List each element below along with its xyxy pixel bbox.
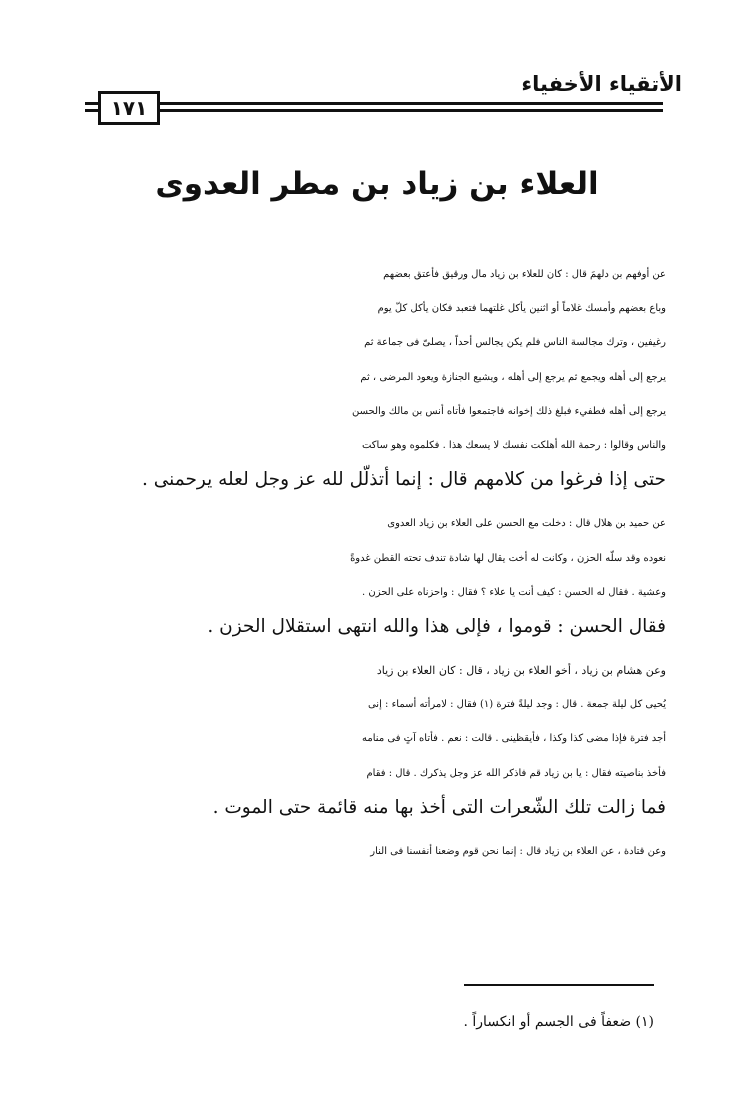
running-title: الأتقياء الأخفياء bbox=[521, 72, 682, 96]
text-line: وعن قتادة ، عن العلاء بن زياد قال : إنما نحن قوم وضعنا أنفسنا فى النار bbox=[370, 846, 666, 857]
paragraph-4 bbox=[82, 835, 666, 869]
text-line: فقال الحسن : قوموا ، فإلى هذا والله انتهى استقلال الحزن . bbox=[207, 615, 666, 637]
paragraph-3 bbox=[82, 654, 666, 825]
text-line: أجد فترة فإذا مضى كذا وكذا ، فأيقظينى . قالت : نعم . فأتاه آتٍ فى منامه bbox=[362, 733, 666, 745]
text-line: عن حميد بن هلال قال : دخلت مع الحسن على العلاء بن زياد العدوى bbox=[387, 518, 666, 530]
paragraph-1 bbox=[82, 258, 666, 497]
header-rule-bottom bbox=[85, 109, 663, 112]
text-line: نعوده وقد سلّه الحزن ، وكانت له أخت يقال لها شادة تندف تحته القطن غدوةً bbox=[350, 552, 666, 564]
text-line: وعن هشام بن زياد ، أخو العلاء بن زياد ، قال : كان العلاء بن زياد bbox=[376, 664, 666, 678]
text-line: والناس وقالوا : رحمة الله أهلكت نفسك لا يسعك هذا . فكلموه وهو ساكت bbox=[361, 439, 666, 451]
text-line: وعشية . فقال له الحسن : كيف أنت يا علاء ؟ فقال : واحزناه على الحزن . bbox=[362, 586, 666, 598]
text-line: عن أوفهم بن دلهمَ قال : كان للعلاء بن زياد مال ورقيق فأعتق بعضهم bbox=[383, 269, 666, 280]
page-number: ١٧١ bbox=[98, 91, 160, 125]
text-line: وباع بعضهم وأمسك غلاماً أو اثنين يأكل غلتهما فتعبد فكان يأكل كلّ يوم bbox=[377, 303, 666, 315]
text-line: فما زالت تلك الشّعرات التى أخذ بها منه قائمة حتى الموت . bbox=[212, 796, 666, 818]
chapter-title: العلاء بن زياد بن مطر العدوى bbox=[155, 166, 599, 202]
text-line: يرجع إلى أهله ويجمع ثم يرجع إلى أهله ، ويشيع الجنازة ويعود المرضى ، ثم bbox=[360, 371, 666, 383]
text-line: فأخذ بناصيته فقال : يا بن زياد قم فاذكر الله عز وجل يذكرك . قال : فقام bbox=[366, 767, 666, 779]
text-line: حتى إذا فرغوا من كلامهم قال : إنما أتذلّل لله عز وجل لعله يرحمنى . bbox=[142, 469, 666, 491]
paragraph-2 bbox=[82, 507, 666, 644]
footnote-rule bbox=[464, 984, 654, 986]
body-text bbox=[82, 258, 666, 869]
footnote: (١) ضعفاً فى الجسم أو انكساراً . bbox=[463, 1014, 654, 1030]
header-rule-top bbox=[85, 102, 663, 105]
text-line: رغيفين ، وترك مجالسة الناس فلم يكن يجالس أحداً ، يصلىّ فى جماعة ثم bbox=[364, 337, 666, 349]
text-line: يُحيى كل ليلة جمعة . قال : وجد ليلةً فترة (١) فقال : لامرأته أسماء : إنى bbox=[367, 699, 666, 711]
text-line: يرجع إلى أهله فطفيء فبلغ ذلك إخوانه فاجتمعوا فأتاه أنس بن مالك والحسن bbox=[351, 405, 666, 417]
